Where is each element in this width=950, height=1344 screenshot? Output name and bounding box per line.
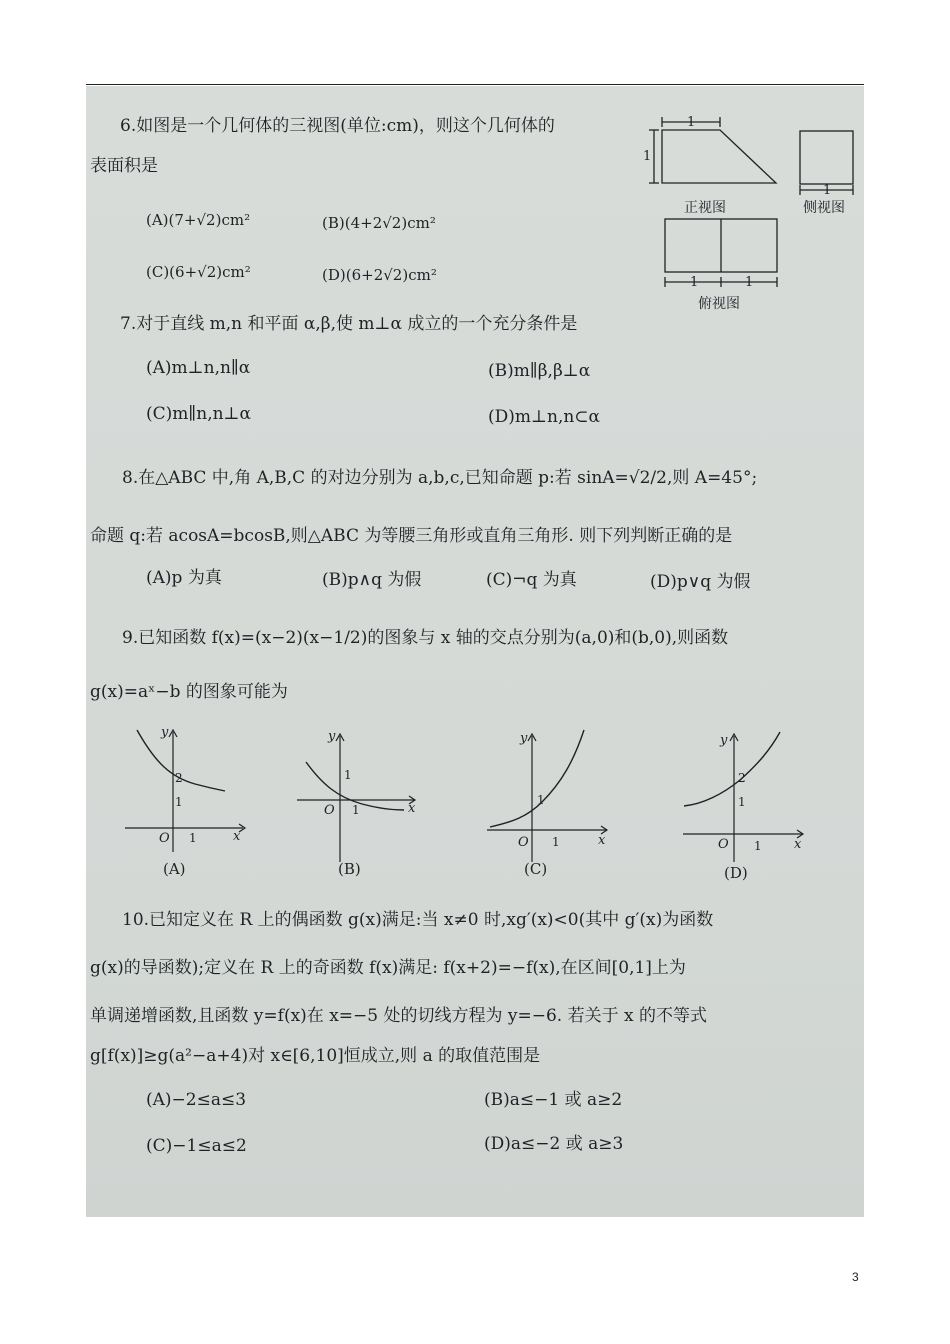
q9-graph-b bbox=[292, 722, 432, 884]
q8-option-b: (B)p∧q 为假 bbox=[322, 570, 422, 590]
graph-c-origin: O bbox=[518, 835, 529, 850]
q8-option-c: (C)¬q 为真 bbox=[486, 570, 577, 590]
graph-a-y-label: y bbox=[161, 725, 169, 740]
graph-a-tick-2: 2 bbox=[175, 771, 183, 785]
graph-d-y-label: y bbox=[720, 733, 728, 748]
q8-stem-line1: 8.在△ABC 中,角 A,B,C 的对边分别为 a,b,c,已知命题 p:若 sinA=√2/2,则 A=45°; bbox=[122, 468, 758, 488]
graph-d-tick-1y: 1 bbox=[738, 795, 746, 809]
q8-option-d: (D)p∨q 为假 bbox=[650, 572, 751, 592]
side-view-label: 侧视图 bbox=[803, 200, 845, 216]
graph-b-tick-1x: 1 bbox=[352, 803, 360, 817]
front-view-shape bbox=[662, 130, 776, 183]
graph-c-tick-1y: 1 bbox=[537, 793, 545, 807]
q7-option-b: (B)m∥β,β⊥α bbox=[488, 361, 591, 381]
graph-a-tick-1x: 1 bbox=[189, 831, 197, 845]
q7-stem: 7.对于直线 m,n 和平面 α,β,使 m⊥α 成立的一个充分条件是 bbox=[120, 314, 578, 334]
page-number: 3 bbox=[852, 1270, 859, 1284]
q10-option-c: (C)−1≤a≤2 bbox=[146, 1136, 247, 1156]
q9-graph-d bbox=[678, 722, 818, 884]
q6-stem-line2: 表面积是 bbox=[90, 156, 158, 176]
q10-option-d: (D)a≤−2 或 a≥3 bbox=[484, 1134, 624, 1154]
three-view-figure bbox=[640, 108, 865, 313]
q10-line3: 单调递增函数,且函数 y=f(x)在 x=−5 处的切线方程为 y=−6. 若关于 x 的不等式 bbox=[90, 1006, 708, 1026]
graph-c-tick-1x: 1 bbox=[552, 835, 560, 849]
graph-c-y-label: y bbox=[520, 731, 528, 746]
graph-a-label: (A) bbox=[163, 860, 186, 878]
graph-b-origin: O bbox=[324, 803, 335, 818]
graph-a-tick-1y: 1 bbox=[175, 795, 183, 809]
graph-b-y-label: y bbox=[328, 729, 336, 744]
graph-a-x-label: x bbox=[233, 829, 241, 844]
graph-b-tick-1y: 1 bbox=[344, 768, 352, 782]
graph-d-tick-1x: 1 bbox=[754, 839, 762, 853]
header-rule bbox=[86, 84, 864, 85]
q7-option-a: (A)m⊥n,n∥α bbox=[146, 358, 251, 378]
q9-stem-line1: 9.已知函数 f(x)=(x−2)(x−1/2)的图象与 x 轴的交点分别为(a,0)和(b,0),则函数 bbox=[122, 628, 729, 648]
graph-b-x-label: x bbox=[408, 801, 416, 816]
q7-option-c: (C)m∥n,n⊥α bbox=[146, 404, 252, 424]
front-dim-left: 1 bbox=[643, 149, 652, 164]
graph-b-label: (B) bbox=[338, 860, 361, 878]
front-dim-top: 1 bbox=[687, 115, 696, 130]
q9-graph-a bbox=[115, 722, 255, 884]
graph-a-origin: O bbox=[159, 831, 170, 846]
q10-option-a: (A)−2≤a≤3 bbox=[146, 1090, 247, 1110]
graph-d-x-label: x bbox=[794, 837, 802, 852]
graph-c-x-label: x bbox=[598, 833, 606, 848]
q9-graph-c bbox=[482, 722, 622, 884]
graph-d-origin: O bbox=[718, 837, 729, 852]
q8-option-a: (A)p 为真 bbox=[146, 568, 222, 588]
q10-line4: g[f(x)]≥g(a²−a+4)对 x∈[6,10]恒成立,则 a 的取值范围是 bbox=[90, 1046, 541, 1066]
q8-stem-line2: 命题 q:若 acosA=bcosB,则△ABC 为等腰三角形或直角三角形. 则下列判断正确的是 bbox=[90, 526, 733, 546]
q6-option-d: (D)(6+2√2)cm² bbox=[322, 266, 437, 284]
q10-line1: 10.已知定义在 R 上的偶函数 g(x)满足:当 x≠0 时,xg′(x)<0(其中 g′(x)为函数 bbox=[122, 910, 714, 930]
q6-option-a: (A)(7+√2)cm² bbox=[146, 211, 251, 229]
front-view-label: 正视图 bbox=[684, 200, 726, 216]
side-view-shape bbox=[800, 131, 853, 184]
q9-stem-line2: g(x)=aˣ−b 的图象可能为 bbox=[90, 682, 288, 702]
graph-d-tick-2: 2 bbox=[738, 771, 746, 785]
q10-line2: g(x)的导函数);定义在 R 上的奇函数 f(x)满足: f(x+2)=−f(x),在区间[0,1]上为 bbox=[90, 958, 686, 978]
top-dim-left: 1 bbox=[690, 275, 699, 290]
q6-option-c: (C)(6+√2)cm² bbox=[146, 263, 251, 281]
q10-option-b: (B)a≤−1 或 a≥2 bbox=[484, 1090, 623, 1110]
top-dim-right: 1 bbox=[745, 275, 754, 290]
q6-stem-line1: 6.如图是一个几何体的三视图(单位:cm)，则这个几何体的 bbox=[120, 116, 555, 136]
q7-option-d: (D)m⊥n,n⊂α bbox=[488, 407, 601, 427]
graph-c-label: (C) bbox=[524, 860, 548, 878]
top-view-label: 俯视图 bbox=[698, 296, 740, 312]
q6-option-b: (B)(4+2√2)cm² bbox=[322, 214, 436, 232]
graph-d-label: (D) bbox=[724, 864, 748, 882]
side-dim: 1 bbox=[823, 183, 832, 198]
